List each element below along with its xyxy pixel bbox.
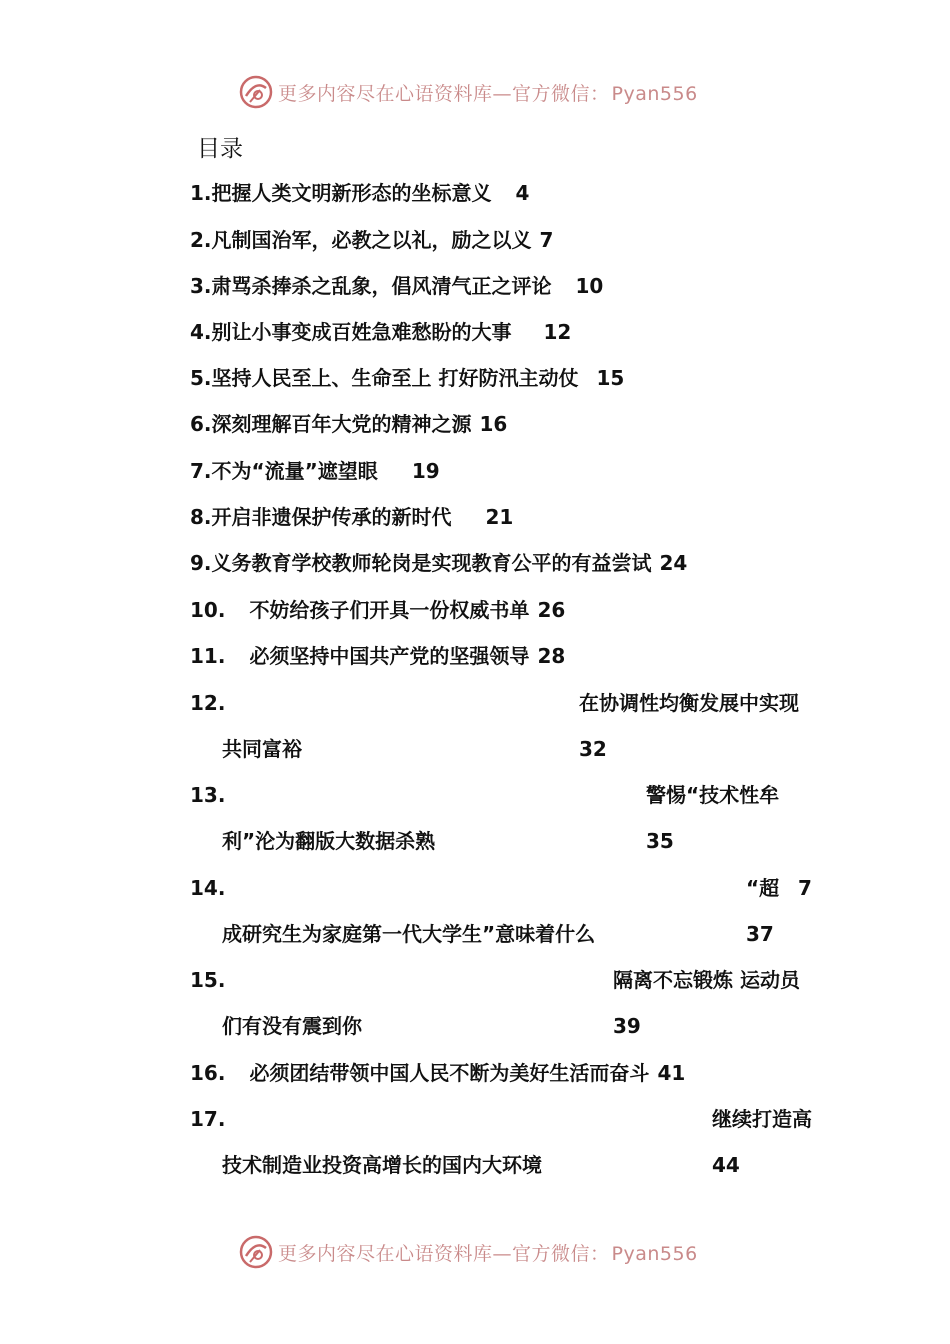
entry-page: 37 bbox=[746, 922, 774, 946]
footer-watermark-banner bbox=[238, 1232, 698, 1272]
toc-entry[interactable] bbox=[190, 458, 840, 484]
entry-title: 必须团结带领中国人民不断为美好生活而奋斗 bbox=[249, 1061, 650, 1085]
entry-title: 不为“流量”遮望眼 bbox=[211, 459, 378, 483]
entry-number: 2. bbox=[190, 228, 212, 252]
entry-page: 41 bbox=[657, 1061, 686, 1085]
entry-page: 10 bbox=[575, 274, 604, 298]
entry-page: 7 bbox=[539, 228, 554, 252]
entry-number: 3. bbox=[190, 274, 212, 298]
toc-entry[interactable] bbox=[190, 504, 840, 530]
entry-title: 在协调性均衡发展中实现 bbox=[579, 691, 799, 715]
toc-entry[interactable] bbox=[190, 643, 840, 669]
entry-page: 44 bbox=[712, 1153, 740, 1177]
entry-number: 16. bbox=[190, 1061, 226, 1085]
entry-title: 警惕“技术性牟 bbox=[646, 783, 780, 807]
entry-page: 39 bbox=[613, 1014, 641, 1038]
entry-title: 肃骂杀捧杀之乱象，倡风清气正之评论 bbox=[211, 274, 552, 298]
entry-title: 不妨给孩子们开具一份权威书单 bbox=[249, 598, 530, 622]
toc-entry[interactable] bbox=[190, 319, 840, 345]
toc-entry[interactable] bbox=[190, 365, 840, 391]
entry-title: 必须坚持中国共产党的坚强领导 bbox=[249, 644, 530, 668]
entry-page: 15 bbox=[596, 366, 625, 390]
entry-number: 12. bbox=[190, 691, 226, 715]
entry-page: 16 bbox=[479, 412, 508, 436]
entry-page: 4 bbox=[515, 181, 530, 205]
toc-entry[interactable] bbox=[190, 411, 840, 437]
entry-number: 14. bbox=[190, 876, 226, 900]
entry-title-fragment: 7 bbox=[798, 876, 812, 900]
entry-title-continued: 成研究生为家庭第一代大学生”意味着什么 bbox=[222, 922, 596, 946]
banner-wechat-id: Pyan556 bbox=[611, 1242, 698, 1265]
entry-page: 32 bbox=[579, 737, 607, 761]
entry-title: “超 bbox=[746, 876, 780, 900]
toc-heading: 目录 bbox=[197, 136, 243, 162]
entry-title: 继续打造高 bbox=[712, 1107, 812, 1131]
entry-page: 21 bbox=[485, 505, 514, 529]
toc-entry[interactable] bbox=[190, 180, 840, 206]
entry-number: 5. bbox=[190, 366, 212, 390]
entry-page: 28 bbox=[537, 644, 566, 668]
entry-page: 24 bbox=[659, 551, 688, 575]
entry-number: 17. bbox=[190, 1107, 226, 1131]
entry-title-continued: 共同富裕 bbox=[222, 737, 302, 761]
entry-title: 坚持人民至上、生命至上 打好防汛主动仗 bbox=[211, 366, 579, 390]
entry-number: 1. bbox=[190, 181, 212, 205]
toc-entry[interactable] bbox=[190, 227, 840, 253]
entry-title: 把握人类文明新形态的坐标意义 bbox=[211, 181, 492, 205]
entry-title: 开启非遗保护传承的新时代 bbox=[211, 505, 452, 529]
entry-title: 义务教育学校教师轮岗是实现教育公平的有益尝试 bbox=[211, 551, 652, 575]
logo-icon bbox=[238, 1234, 274, 1270]
entry-title-continued: 技术制造业投资高增长的国内大环境 bbox=[222, 1153, 542, 1177]
entry-title-continued: 们有没有震到你 bbox=[222, 1014, 362, 1038]
entry-number: 15. bbox=[190, 968, 226, 992]
entry-page: 12 bbox=[543, 320, 572, 344]
banner-wechat-id: Pyan556 bbox=[611, 82, 698, 105]
entry-number: 11. bbox=[190, 644, 226, 668]
entry-title: 凡制国治军，必教之以礼，励之以义 bbox=[211, 228, 532, 252]
entry-number: 10. bbox=[190, 598, 226, 622]
entry-number: 6. bbox=[190, 412, 212, 436]
banner-label: 更多内容尽在心语资料库—官方微信： bbox=[278, 1242, 610, 1265]
banner-text bbox=[278, 1239, 698, 1266]
toc-entry[interactable] bbox=[190, 597, 840, 623]
toc-entry[interactable] bbox=[190, 273, 840, 299]
entry-title: 深刻理解百年大党的精神之源 bbox=[211, 412, 472, 436]
toc-entry[interactable] bbox=[190, 550, 840, 576]
entry-number: 8. bbox=[190, 505, 212, 529]
entry-page: 26 bbox=[537, 598, 566, 622]
entry-title: 隔离不忘锻炼 运动员 bbox=[613, 968, 800, 992]
entry-number: 13. bbox=[190, 783, 226, 807]
entry-number: 4. bbox=[190, 320, 212, 344]
entry-title-continued: 利”沦为翻版大数据杀熟 bbox=[222, 829, 436, 853]
entry-page: 19 bbox=[411, 459, 440, 483]
entry-number: 7. bbox=[190, 459, 212, 483]
entry-page: 35 bbox=[646, 829, 674, 853]
banner-label: 更多内容尽在心语资料库—官方微信： bbox=[278, 82, 610, 105]
toc-entry[interactable] bbox=[190, 1060, 840, 1086]
entry-number: 9. bbox=[190, 551, 212, 575]
entry-title: 别让小事变成百姓急难愁盼的大事 bbox=[211, 320, 512, 344]
